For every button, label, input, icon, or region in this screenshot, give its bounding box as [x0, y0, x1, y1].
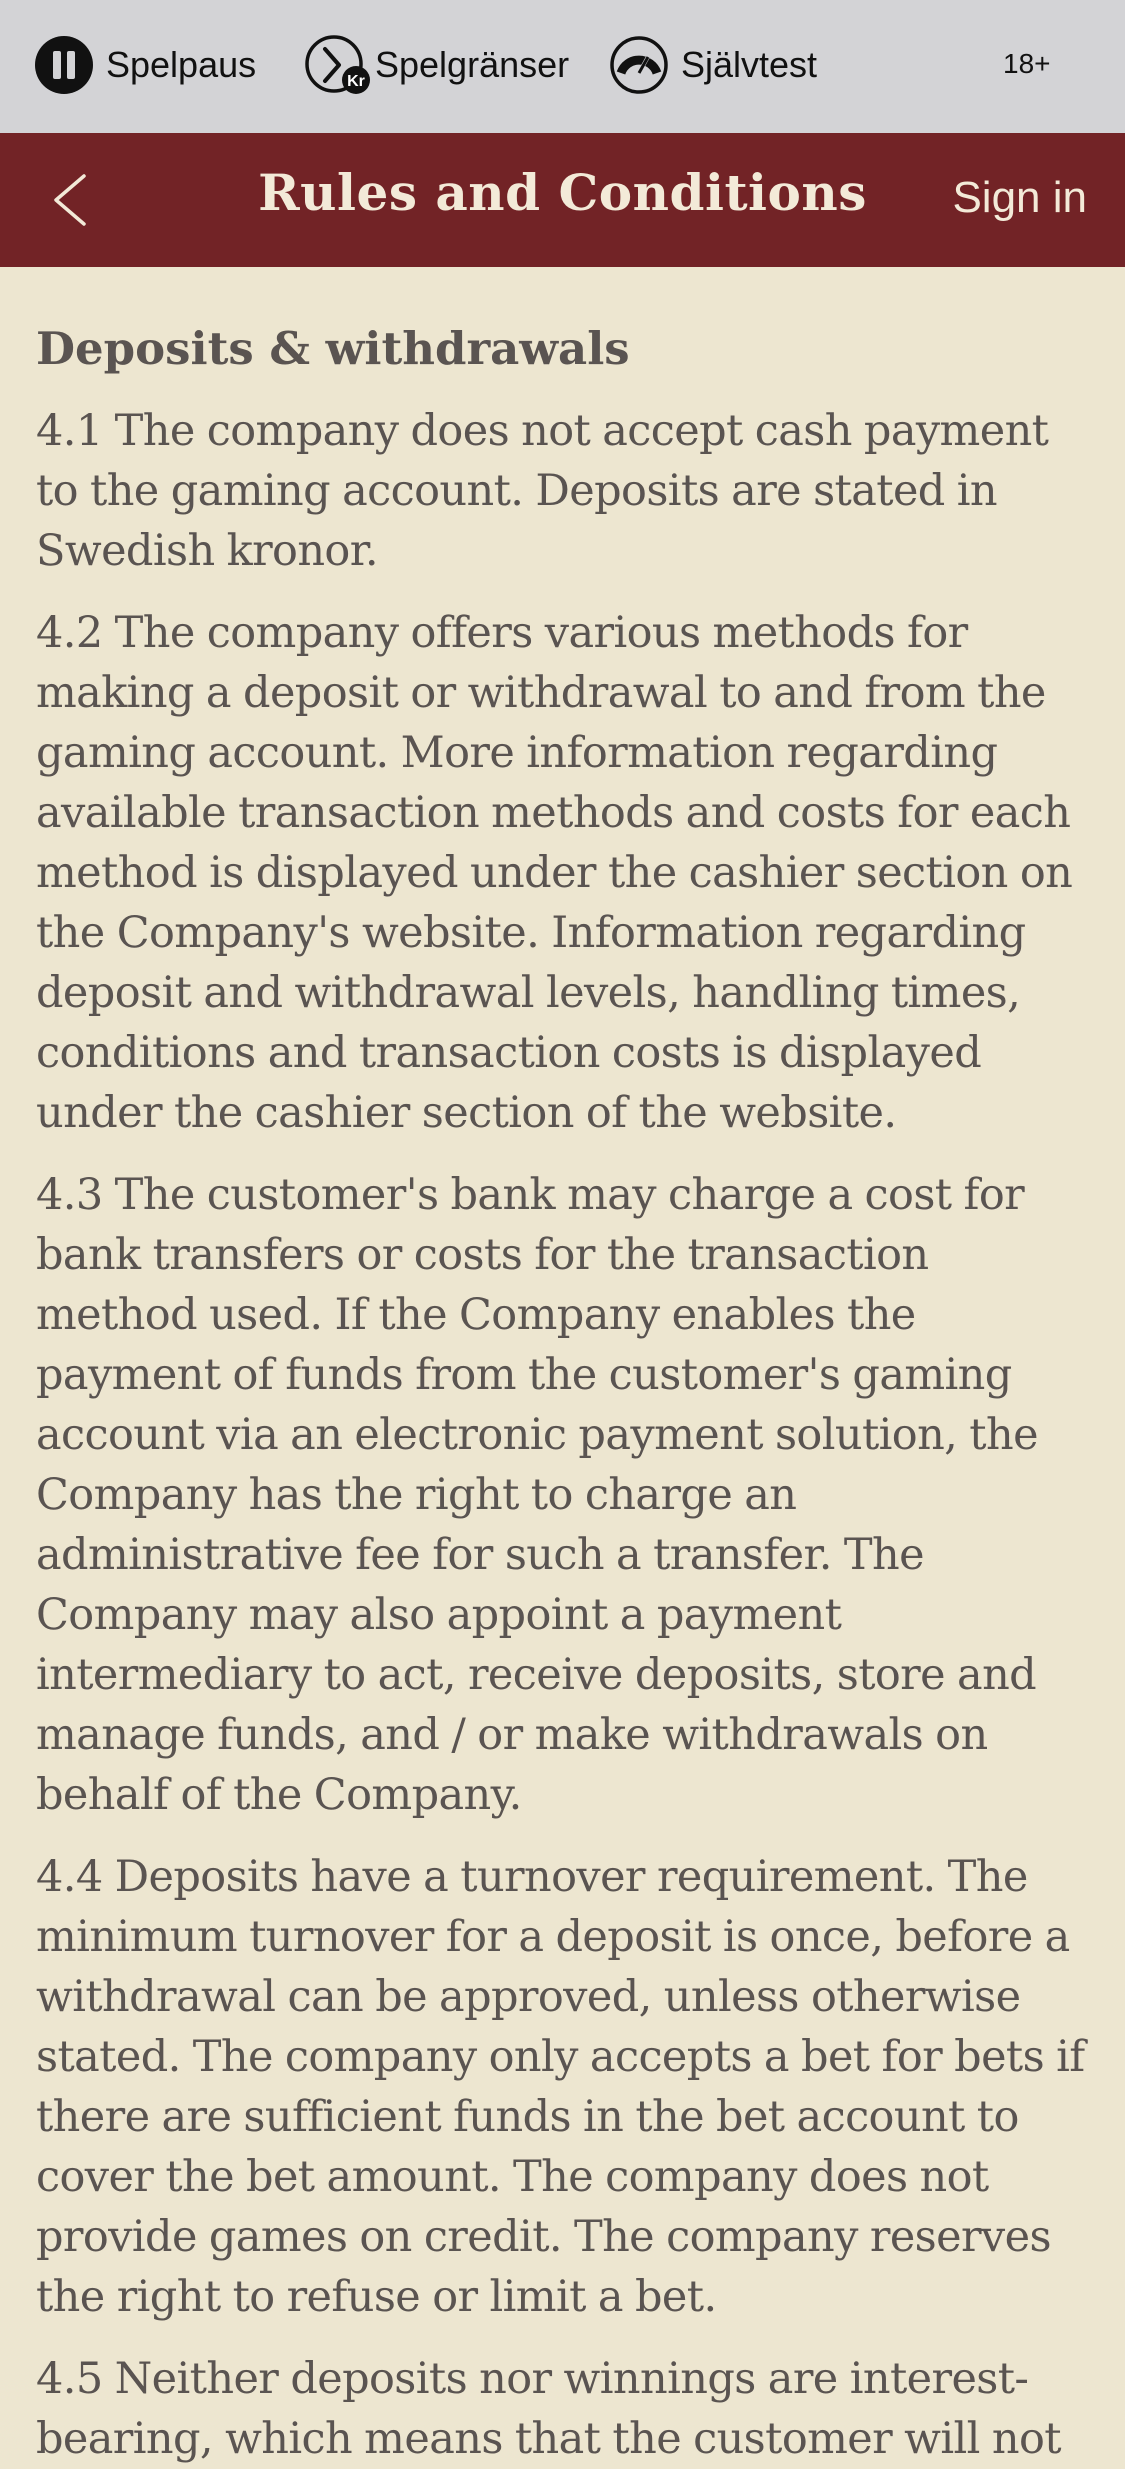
paragraph-line: Swedish kronor. — [36, 526, 378, 576]
paragraph-line: conditions and transaction costs is displayed — [36, 1028, 982, 1078]
paragraph-line: gaming account. More information regarding — [36, 728, 998, 778]
page-title: Rules and Conditions — [258, 163, 867, 222]
terms-paragraph — [36, 603, 1096, 1143]
terms-paragraph — [36, 1165, 1096, 1825]
paragraph-line: manage funds, and / or make withdrawals on — [36, 1710, 988, 1760]
paragraph-line: payment of funds from the customer's gaming — [36, 1350, 1012, 1400]
paragraph-line: 4.3 The customer's bank may charge a cost for — [36, 1170, 1025, 1220]
header-bar — [0, 133, 1125, 267]
paragraph-line: minimum turnover for a deposit is once, before a — [36, 1912, 1070, 1962]
paragraph-line: Company may also appoint a payment — [36, 1590, 842, 1640]
spending-limit-icon — [305, 35, 371, 95]
terms-paragraph — [36, 2349, 1096, 2469]
paragraph-line: bearing, which means that the customer will not — [36, 2414, 1061, 2464]
paragraph-line: the Company's website. Information regarding — [36, 908, 1026, 958]
paragraph-line: 4.1 The company does not accept cash payment — [36, 406, 1049, 456]
paragraph-line: 4.5 Neither deposits nor winnings are interest- — [36, 2354, 1029, 2404]
spelgranser-label: Spelgränser — [375, 44, 570, 85]
paragraph-line: method is displayed under the cashier section on — [36, 848, 1073, 898]
paragraph-line: Company has the right to charge an — [36, 1470, 797, 1520]
paragraph-line: account via an electronic payment solution, the — [36, 1410, 1038, 1460]
paragraph-list — [36, 401, 1096, 2469]
gauge-icon — [609, 35, 669, 95]
paragraph-line: administrative fee for such a transfer. The — [36, 1530, 924, 1580]
sjalvtest-link[interactable] — [609, 35, 817, 95]
paragraph-line: there are sufficient funds in the bet account to — [36, 2092, 1019, 2142]
section-heading: Deposits & withdrawals — [36, 322, 630, 375]
terms-content — [36, 267, 1096, 2469]
age-limit-label: 18+ — [1003, 48, 1051, 79]
paragraph-line: 4.2 The company offers various methods for — [36, 608, 968, 658]
sjalvtest-label: Självtest — [681, 44, 818, 85]
paragraph-line: bank transfers or costs for the transaction — [36, 1230, 929, 1280]
paragraph-line: deposit and withdrawal levels, handling times, — [36, 968, 1021, 1018]
paragraph-line: to the gaming account. Deposits are stated in — [36, 466, 998, 516]
spelpaus-label: Spelpaus — [106, 44, 257, 85]
svg-text:Kr: Kr — [347, 73, 365, 90]
spelpaus-link[interactable] — [34, 35, 256, 95]
paragraph-line: cover the bet amount. The company does not — [36, 2152, 989, 2202]
sign-in-button[interactable]: Sign in — [952, 173, 1087, 222]
terms-paragraph — [36, 401, 1096, 581]
paragraph-line: provide games on credit. The company reserves — [36, 2212, 1051, 2262]
paragraph-line: method used. If the Company enables the — [36, 1290, 916, 1340]
terms-paragraph — [36, 1847, 1096, 2327]
pause-circle-icon — [34, 35, 94, 95]
paragraph-line: 4.4 Deposits have a turnover requirement. The — [36, 1852, 1028, 1902]
paragraph-line: intermediary to act, receive deposits, store and — [36, 1650, 1037, 1700]
spelgranser-link[interactable] — [305, 35, 569, 95]
paragraph-line: making a deposit or withdrawal to and from the — [36, 668, 1046, 718]
paragraph-line: stated. The company only accepts a bet for bets if — [36, 2032, 1085, 2082]
paragraph-line: the right to refuse or limit a bet. — [36, 2272, 717, 2322]
responsible-gaming-bar — [0, 0, 1125, 133]
paragraph-line: withdrawal can be approved, unless otherwise — [36, 1972, 1021, 2022]
paragraph-line: behalf of the Company. — [36, 1770, 522, 1820]
paragraph-line: under the cashier section of the website. — [36, 1088, 897, 1138]
paragraph-line: available transaction methods and costs for each — [36, 788, 1071, 838]
